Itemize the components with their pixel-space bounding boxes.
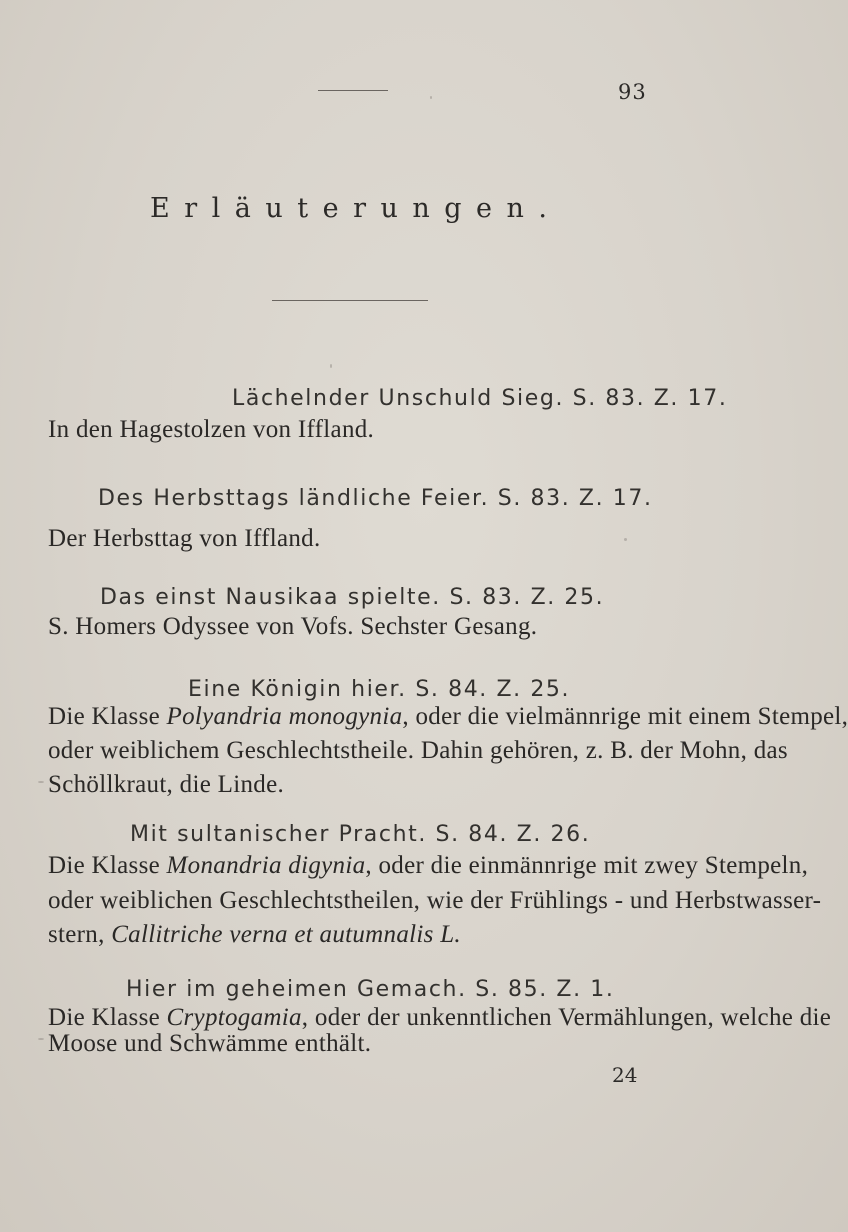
entry-title: Lächelnder Unschuld Sieg. S. 83. Z. 17. <box>232 386 728 411</box>
entry-line: Schöllkraut, die Linde. <box>48 771 285 798</box>
entry-title: Mit sultanischer Pracht. S. 84. Z. 26. <box>130 822 591 847</box>
entry-title: Hier im geheimen Gemach. S. 85. Z. 1. <box>126 977 615 1002</box>
paper-speck <box>38 781 44 783</box>
signature-mark: 24 <box>612 1063 638 1087</box>
entry-line: Moose und Schwämme enthält. <box>48 1030 372 1057</box>
entry-title: Eine Königin hier. S. 84. Z. 25. <box>188 677 571 702</box>
paper-speck <box>624 538 627 541</box>
entry-line: oder weiblichem Geschlechtstheile. Dahin gehören, z. B. der Mohn, das <box>48 737 788 764</box>
entry-title: Das einst Nausikaa spielte. S. 83. Z. 25. <box>100 585 605 610</box>
entry-line: stern, Callitriche verna et autumnalis L. <box>48 921 461 948</box>
paper-speck <box>330 364 332 368</box>
entry-line: Der Herbsttag von Iffland. <box>48 525 321 552</box>
entry-line: Die Klasse Monandria digynia, oder die einmännrige mit zwey Stempeln, <box>48 852 809 879</box>
entry-line: In den Hagestolzen von Iffland. <box>48 416 375 443</box>
page-number: 93 <box>618 80 647 104</box>
entry-title: Des Herbsttags ländliche Feier. S. 83. Z. 17. <box>98 486 653 511</box>
italic-term: Monandria digynia <box>166 852 366 879</box>
italic-term: Callitriche verna et autumnalis L. <box>111 921 461 948</box>
paper-speck <box>430 96 432 99</box>
paper-speck <box>38 1038 44 1040</box>
header-rule <box>318 90 388 91</box>
entry-line: Die Klasse Cryptogamia, oder der unkenntlichen Vermählungen, welche die <box>48 1004 832 1031</box>
heading-rule <box>272 300 428 301</box>
entry-line: Die Klasse Polyandria monogynia, oder die vielmännrige mit einem Stempel, <box>48 703 848 730</box>
entry-line: oder weiblichen Geschlechtstheilen, wie der Frühlings - und Herbstwasser- <box>48 887 822 914</box>
entry-line: S. Homers Odyssee von Vofs. Sechster Gesang. <box>48 613 538 640</box>
section-heading: Erläuterungen. <box>150 193 562 224</box>
italic-term: Cryptogamia <box>166 1004 302 1031</box>
italic-term: Polyandria monogynia <box>166 703 403 730</box>
